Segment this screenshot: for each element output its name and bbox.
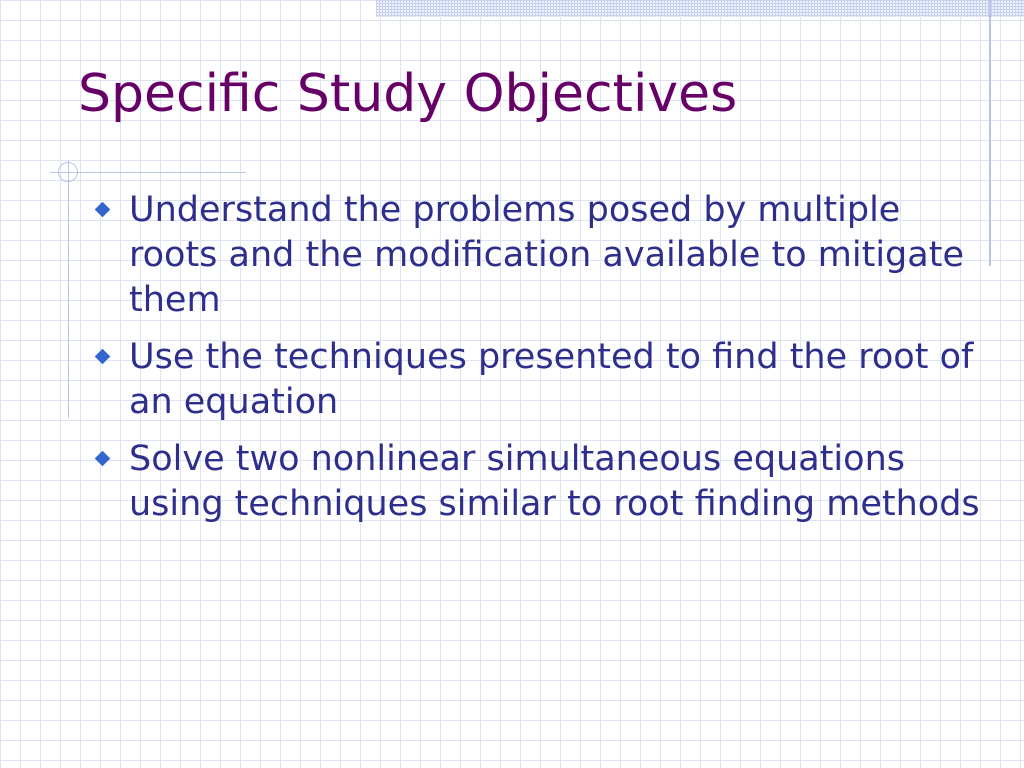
diamond-bullet-icon	[95, 202, 111, 218]
bullet-text: Solve two nonlinear simultaneous equations using techniques similar to root finding methods	[129, 439, 980, 524]
bullet-item	[92, 188, 997, 323]
bullet-text: Use the techniques presented to find the root of an equation	[129, 337, 974, 422]
slide-title: Specific Study Objectives	[78, 64, 738, 124]
bullet-list	[92, 188, 997, 539]
left-accent-line	[68, 160, 69, 418]
bullet-item	[92, 335, 997, 425]
bullet-item	[92, 437, 997, 527]
header-pattern-band	[376, 0, 1024, 17]
accent-ring	[58, 162, 78, 182]
diamond-bullet-icon	[95, 349, 111, 365]
title-underline-accent	[50, 172, 246, 173]
bullet-text: Understand the problems posed by multiple roots and the modification available to mitigate them	[129, 190, 964, 320]
diamond-bullet-icon	[95, 451, 111, 467]
